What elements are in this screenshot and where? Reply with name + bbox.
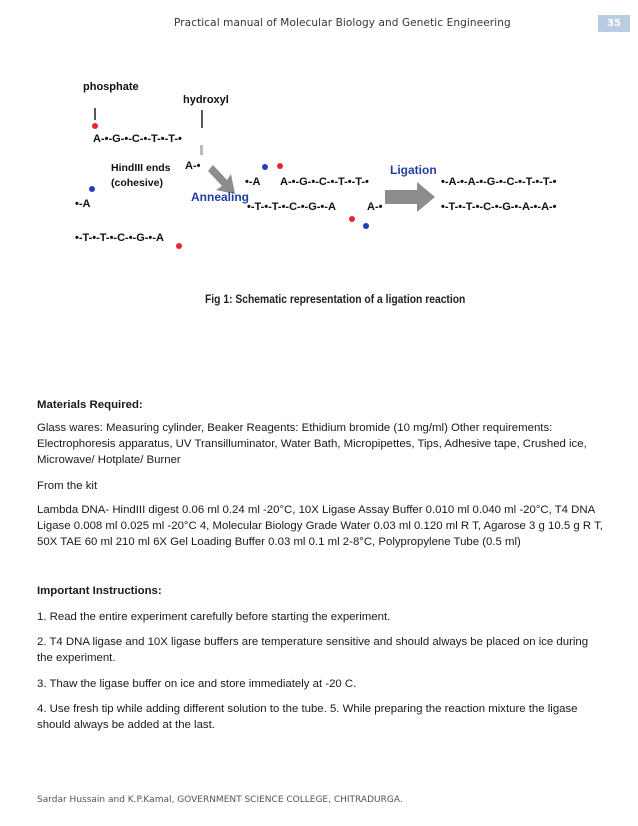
instructions-heading: Important Instructions: bbox=[37, 585, 162, 597]
instruction-item: 2. T4 DNA ligase and 10X ligase buffers are temperature sensitive and should always be placed on ice during the experiment. bbox=[37, 636, 589, 664]
kit-contents: Lambda DNA- HindIII digest 0.06 ml 0.24 ml -20°C, 10X Ligase Assay Buffer 0.010 ml 0.040 ml -20°C, T4 DNA Ligase 0.008 ml 0.025 ml -20°C 4, Molecular Biology Grade Water 0.03 ml 0.120 ml R T, Agarose 3 g 10.5 g R T, 50X TAE 60 ml 210 ml 6X Gel Loading Buffer 0.03 ml 0.1 ml 2-8°C, Polypropylene Tube (0.5 ml) bbox=[37, 504, 603, 548]
ligation-schematic-figure bbox=[55, 70, 595, 315]
phosphate-dot bbox=[92, 123, 98, 129]
annealed-top-strand: A-•-G-•-C-•-T-•-T-• bbox=[280, 176, 369, 188]
header-title: Practical manual of Molecular Biology and Genetic Engineering bbox=[174, 17, 511, 29]
annealed-a: •-A bbox=[245, 176, 261, 188]
phosphate-dot bbox=[277, 163, 283, 169]
from-kit-label: From the kit bbox=[37, 480, 98, 492]
figure-caption: Fig 1: Schematic representation of a ligation reaction bbox=[205, 292, 466, 306]
strand-mid-a: •-A bbox=[75, 198, 91, 210]
instruction-item: 3. Thaw the ligase buffer on ice and store immediately at -20 C. bbox=[37, 678, 357, 690]
ligation-arrow bbox=[385, 182, 435, 212]
cohesive-label: (cohesive) bbox=[111, 177, 163, 189]
page-number-badge: 35 bbox=[598, 15, 630, 32]
materials-glassware: Glass wares: Measuring cylinder, Beaker Reagents: Ethidium bromide (10 mg/ml) Other requirements: Electrophoresis apparatus, UV Transilluminator, Water Bath, Micropipettes, Tips, Adhesive tape, Crushed ice, Microwave/ Hotplate/ Burner bbox=[37, 422, 587, 466]
hydroxyl-dot bbox=[89, 186, 95, 192]
strand-bottom-left: •-T-•-T-•-C-•-G-•-A bbox=[75, 232, 164, 244]
base-pair-marks bbox=[200, 145, 203, 155]
annealed-a2: A-• bbox=[367, 201, 383, 213]
phosphate-label: phosphate bbox=[83, 81, 139, 93]
hindiii-ends-label: HindIII ends bbox=[111, 162, 171, 174]
ligated-bottom-strand: •-T-•-T-•-C-•-G-•-A-•-A-• bbox=[441, 201, 557, 213]
hydroxyl-dot bbox=[363, 223, 369, 229]
materials-heading: Materials Required: bbox=[37, 399, 143, 411]
strand-top-left: A-•-G-•-C-•-T-•-T-• bbox=[93, 133, 182, 145]
instruction-item: 1. Read the entire experiment carefully before starting the experiment. bbox=[37, 611, 391, 623]
annealing-label: Annealing bbox=[191, 190, 250, 204]
annealed-bottom-strand: •-T-•-T-•-C-•-G-•-A bbox=[247, 201, 336, 213]
strand-a-small: A-• bbox=[185, 160, 201, 172]
hydroxyl-label: hydroxyl bbox=[183, 94, 229, 106]
hydroxyl-dot bbox=[262, 164, 268, 170]
ligated-top-strand: •-A-•-A-•-G-•-C-•-T-•-T-• bbox=[441, 176, 557, 188]
phosphate-dot bbox=[349, 216, 355, 222]
phosphate-dot bbox=[176, 243, 182, 249]
ligation-label: Ligation bbox=[390, 163, 437, 177]
instruction-item: 4. Use fresh tip while adding different solution to the tube. 5. While preparing the reaction mixture the ligase should always be added at the last. bbox=[37, 703, 578, 731]
page-footer: Sardar Hussain and K.P.Kamal, GOVERNMENT SCIENCE COLLEGE, CHITRADURGA. bbox=[37, 795, 403, 805]
